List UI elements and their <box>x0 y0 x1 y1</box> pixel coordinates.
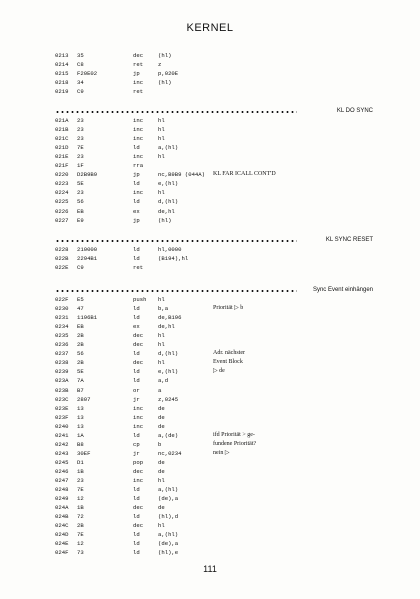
operand: (hl) <box>158 216 172 224</box>
opcode-bytes: 23 <box>77 189 84 197</box>
listing-row <box>0 69 420 78</box>
mnemonic: ld <box>133 305 140 313</box>
mnemonic: ex <box>133 323 140 331</box>
operand: de,B196 <box>158 314 182 322</box>
opcode-bytes: 13 <box>77 404 84 412</box>
opcode-bytes: 1B <box>77 468 84 475</box>
opcode-bytes: EB <box>77 323 84 331</box>
address: 0234 <box>55 323 69 331</box>
address: 024E <box>55 540 69 548</box>
mnemonic: ret <box>133 61 144 68</box>
mnemonic: cp <box>133 440 140 448</box>
listing-row <box>0 530 420 539</box>
address: 023F <box>55 413 69 421</box>
opcode-bytes: 13 <box>77 413 84 421</box>
mnemonic: jp <box>133 70 140 78</box>
operand: p,020E <box>158 70 179 78</box>
listing-row <box>0 197 420 206</box>
operand: a <box>158 386 162 394</box>
opcode-bytes: C9 <box>77 264 84 272</box>
opcode-bytes: B8 <box>77 440 84 448</box>
operand: a,(hl) <box>158 531 179 539</box>
listing-row <box>0 340 420 349</box>
address: 0242 <box>55 440 69 448</box>
opcode-bytes: 2B <box>77 341 84 349</box>
opcode-bytes: 5E <box>77 368 84 376</box>
mnemonic: dec <box>133 52 144 59</box>
listing-row <box>0 376 420 385</box>
listing-row <box>0 254 420 263</box>
address: 0220 <box>55 171 69 179</box>
operand: e,(hl) <box>158 180 179 188</box>
listing-row <box>0 331 420 340</box>
opcode-bytes: D2B9B9 <box>77 171 98 179</box>
listing-row <box>0 188 420 197</box>
operand: a,(de) <box>158 431 179 439</box>
listing-row <box>0 449 420 458</box>
address: 0235 <box>55 332 69 340</box>
comment: nein ▷ <box>213 449 230 456</box>
section-header: Sync Event einhängen <box>312 287 373 293</box>
listing-row <box>0 170 420 179</box>
mnemonic: ret <box>133 264 144 272</box>
address: 023C <box>55 395 69 403</box>
opcode-bytes: 7A <box>77 377 84 385</box>
operand: (de),a <box>158 540 179 548</box>
operand: hl <box>158 477 165 484</box>
mnemonic: ld <box>133 549 140 557</box>
operand: hl <box>158 189 165 197</box>
listing-row <box>0 134 420 143</box>
mnemonic: ld <box>133 350 140 358</box>
address: 0214 <box>55 61 69 68</box>
listing-row <box>0 404 420 413</box>
mnemonic: inc <box>133 477 144 484</box>
section-separator <box>55 236 373 245</box>
listing-row <box>0 78 420 87</box>
opcode-bytes: 73 <box>77 549 84 557</box>
listing-row <box>0 467 420 476</box>
operand: (de),a <box>158 495 179 503</box>
comment: Priorität ▷ b <box>213 305 244 312</box>
operand: e,(hl) <box>158 368 179 376</box>
listing-row <box>0 503 420 512</box>
comment: ▷ de <box>213 368 225 375</box>
operand: d,(hl) <box>158 198 179 206</box>
address: 0246 <box>55 468 69 475</box>
opcode-bytes: 7E <box>77 486 84 494</box>
opcode-bytes: 2B <box>77 359 84 367</box>
operand: a,d <box>158 377 169 385</box>
address: 021F <box>55 162 69 170</box>
listing-row <box>0 179 420 188</box>
address: 022E <box>55 264 69 272</box>
opcode-bytes: 23 <box>77 153 84 161</box>
section-separator <box>55 286 373 295</box>
mnemonic: dec <box>133 341 144 349</box>
listing-row <box>0 395 420 404</box>
address: 0218 <box>55 79 69 87</box>
operand: a,(hl) <box>158 486 179 494</box>
address: 0224 <box>55 189 69 197</box>
mnemonic: ld <box>133 495 140 503</box>
listing-row <box>0 440 420 449</box>
mnemonic: dec <box>133 359 144 367</box>
dotted-rule <box>55 111 297 113</box>
listing-row <box>0 458 420 467</box>
address: 0238 <box>55 359 69 367</box>
mnemonic: inc <box>133 153 144 161</box>
operand: b <box>158 440 162 448</box>
address: 0249 <box>55 495 69 503</box>
address: 021B <box>55 126 69 133</box>
opcode-bytes: 23 <box>77 135 84 143</box>
operand: de,hl <box>158 207 175 215</box>
listing-row <box>0 245 420 254</box>
operand: hl <box>158 296 165 303</box>
listing-row <box>0 386 420 395</box>
address: 021D <box>55 144 69 152</box>
operand: de,hl <box>158 323 175 331</box>
mnemonic: jr <box>133 449 140 457</box>
opcode-bytes: D1 <box>77 458 84 466</box>
mnemonic: ld <box>133 246 140 253</box>
operand: z,0245 <box>158 395 179 403</box>
address: 0226 <box>55 207 69 215</box>
mnemonic: inc <box>133 422 144 430</box>
operand: de <box>158 413 165 421</box>
address: 024B <box>55 513 69 521</box>
operand: de <box>158 468 165 475</box>
page-title: KERNEL <box>186 22 234 34</box>
opcode-bytes: 30EF <box>77 449 91 457</box>
mnemonic: ld <box>133 368 140 376</box>
mnemonic: or <box>133 386 140 394</box>
operand: hl <box>158 522 165 530</box>
operand: de <box>158 504 165 512</box>
opcode-bytes: 1196B1 <box>77 314 98 322</box>
mnemonic: dec <box>133 522 144 530</box>
listing-row <box>0 512 420 521</box>
address: 024F <box>55 549 69 557</box>
comment: KL FAR ICALL CONT'D <box>213 171 276 178</box>
mnemonic: ld <box>133 486 140 494</box>
page-number: 111 <box>203 564 217 574</box>
mnemonic: ld <box>133 377 140 385</box>
address: 024A <box>55 504 69 512</box>
operand: de <box>158 404 165 412</box>
mnemonic: inc <box>133 126 144 133</box>
mnemonic: push <box>133 296 147 303</box>
address: 023B <box>55 386 69 394</box>
mnemonic: ex <box>133 207 140 215</box>
operand: z <box>158 61 162 68</box>
listing-row <box>0 521 420 530</box>
address: 0241 <box>55 431 69 439</box>
address: 0230 <box>55 305 69 313</box>
opcode-bytes: F20E02 <box>77 70 98 78</box>
operand: (B194),hl <box>158 255 189 263</box>
opcode-bytes: 7E <box>77 144 84 152</box>
address: 021C <box>55 135 69 143</box>
opcode-bytes: B7 <box>77 386 84 394</box>
listing-row <box>0 548 420 557</box>
listing-row <box>0 539 420 548</box>
address: 0215 <box>55 70 69 78</box>
comment: ifd Priorität > ge- <box>213 431 255 438</box>
address: 022F <box>55 296 69 303</box>
listing-row <box>0 349 420 358</box>
operand: hl <box>158 117 165 124</box>
address: 0213 <box>55 52 69 59</box>
address: 0237 <box>55 350 69 358</box>
operand: (hl),e <box>158 549 179 557</box>
address: 021E <box>55 153 69 161</box>
mnemonic: dec <box>133 468 144 475</box>
opcode-bytes: 56 <box>77 350 84 358</box>
opcode-bytes: 1F <box>77 162 84 170</box>
address: 021A <box>55 117 69 124</box>
mnemonic: dec <box>133 332 144 340</box>
mnemonic: ret <box>133 88 144 96</box>
listing-row <box>0 358 420 367</box>
listing-row <box>0 476 420 485</box>
operand: nc,B9B9 (044A) <box>158 171 205 179</box>
listing-row <box>0 431 420 440</box>
mnemonic: inc <box>133 117 144 124</box>
address: 0240 <box>55 422 69 430</box>
listing-row <box>0 60 420 69</box>
address: 022B <box>55 255 69 263</box>
address: 0245 <box>55 458 69 466</box>
address: 0228 <box>55 246 69 253</box>
opcode-bytes: 2807 <box>77 395 91 403</box>
listing-row <box>0 367 420 376</box>
listing-row <box>0 304 420 313</box>
listing-row <box>0 295 420 304</box>
opcode-bytes: 2B <box>77 332 84 340</box>
listing-row <box>0 125 420 134</box>
mnemonic: inc <box>133 135 144 143</box>
address: 0231 <box>55 314 69 322</box>
opcode-bytes: E5 <box>77 296 84 303</box>
listing-row <box>0 216 420 225</box>
mnemonic: ld <box>133 314 140 322</box>
address: 0248 <box>55 486 69 494</box>
opcode-bytes: 35 <box>77 52 84 59</box>
mnemonic: ld <box>133 431 140 439</box>
opcode-bytes: E9 <box>77 216 84 224</box>
opcode-bytes: C8 <box>77 61 84 68</box>
mnemonic: ld <box>133 540 140 548</box>
dotted-rule <box>55 240 297 242</box>
opcode-bytes: 210000 <box>77 246 98 253</box>
mnemonic: ld <box>133 531 140 539</box>
opcode-bytes: 56 <box>77 198 84 206</box>
mnemonic: ld <box>133 513 140 521</box>
address: 024D <box>55 531 69 539</box>
listing-row <box>0 152 420 161</box>
opcode-bytes: 1A <box>77 431 84 439</box>
listing-row <box>0 485 420 494</box>
listing-row <box>0 263 420 272</box>
operand: a,(hl) <box>158 144 179 152</box>
mnemonic: jr <box>133 395 140 403</box>
operand: hl <box>158 126 165 133</box>
address: 023A <box>55 377 69 385</box>
operand: nc,0234 <box>158 449 182 457</box>
dotted-rule <box>55 290 297 292</box>
mnemonic: jp <box>133 216 140 224</box>
mnemonic: ld <box>133 198 140 206</box>
operand: (hl) <box>158 79 172 87</box>
mnemonic: ld <box>133 255 140 263</box>
address: 0219 <box>55 88 69 96</box>
listing-row <box>0 143 420 152</box>
operand: de <box>158 458 165 466</box>
operand: hl <box>158 341 165 349</box>
operand: d,(hl) <box>158 350 179 358</box>
listing-row <box>0 422 420 431</box>
opcode-bytes: C9 <box>77 88 84 96</box>
listing-row <box>0 413 420 422</box>
listing-row <box>0 313 420 322</box>
address: 0223 <box>55 180 69 188</box>
mnemonic: inc <box>133 79 144 87</box>
address: 0227 <box>55 216 69 224</box>
opcode-bytes: EB <box>77 207 84 215</box>
opcode-bytes: 34 <box>77 79 84 87</box>
mnemonic: inc <box>133 189 144 197</box>
operand: hl <box>158 135 165 143</box>
address: 0243 <box>55 449 69 457</box>
operand: hl,0000 <box>158 246 182 253</box>
section-header: KL SYNC RESET <box>325 237 373 243</box>
opcode-bytes: 23 <box>77 117 84 124</box>
mnemonic: ld <box>133 180 140 188</box>
opcode-bytes: 7E <box>77 531 84 539</box>
operand: hl <box>158 359 165 367</box>
operand: de <box>158 422 165 430</box>
comment: Adr. nächster <box>213 350 245 357</box>
listing-row <box>0 494 420 503</box>
opcode-bytes: 2294B1 <box>77 255 98 263</box>
listing-row <box>0 207 420 216</box>
mnemonic: rra <box>133 162 144 170</box>
opcode-bytes: 23 <box>77 126 84 133</box>
mnemonic: ld <box>133 144 140 152</box>
opcode-bytes: 5E <box>77 180 84 188</box>
address: 0236 <box>55 341 69 349</box>
address: 024C <box>55 522 69 530</box>
opcode-bytes: 72 <box>77 513 84 521</box>
listing-row <box>0 87 420 96</box>
comment: Event Block <box>213 359 243 366</box>
opcode-bytes: 2B <box>77 522 84 530</box>
operand: b,a <box>158 305 169 313</box>
section-header: KL DO SYNC <box>336 108 373 114</box>
opcode-bytes: 1B <box>77 504 84 512</box>
operand: hl <box>158 332 165 340</box>
mnemonic: inc <box>133 413 144 421</box>
opcode-bytes: 12 <box>77 540 84 548</box>
section-separator <box>55 107 373 116</box>
opcode-bytes: 12 <box>77 495 84 503</box>
address: 023E <box>55 404 69 412</box>
listing-row <box>0 322 420 331</box>
address: 0239 <box>55 368 69 376</box>
listing-row <box>0 161 420 170</box>
mnemonic: dec <box>133 504 144 512</box>
listing-row <box>0 116 420 125</box>
address: 0225 <box>55 198 69 206</box>
mnemonic: jp <box>133 171 140 179</box>
comment: fundene Priorität? <box>213 440 257 447</box>
opcode-bytes: 23 <box>77 477 84 484</box>
operand: (hl),d <box>158 513 179 521</box>
mnemonic: pop <box>133 458 144 466</box>
mnemonic: inc <box>133 404 144 412</box>
address: 0247 <box>55 477 69 484</box>
operand: (hl) <box>158 52 172 59</box>
opcode-bytes: 13 <box>77 422 84 430</box>
listing-row <box>0 51 420 60</box>
operand: hl <box>158 153 165 161</box>
opcode-bytes: 47 <box>77 305 84 313</box>
